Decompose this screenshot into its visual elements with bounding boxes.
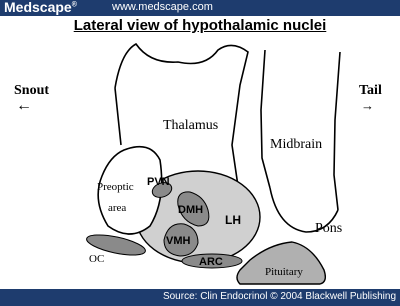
tail-arrow-icon: → bbox=[361, 98, 374, 113]
thalamus-label: Thalamus bbox=[163, 118, 219, 133]
tail-label: Tail bbox=[359, 83, 382, 98]
header-url: www.medscape.com bbox=[112, 1, 213, 13]
snout-arrow-icon: ← bbox=[16, 97, 32, 114]
brain-left-edge bbox=[115, 88, 121, 145]
source-credit: Source: Clin Endocrinol © 2004 Blackwell Publishing bbox=[162, 291, 396, 302]
pons-label: Pons bbox=[315, 221, 343, 236]
vmh-label: VMH bbox=[166, 235, 191, 247]
snout-label: Snout bbox=[14, 83, 50, 98]
pvn-label: PVN bbox=[147, 176, 170, 188]
footer-bar bbox=[0, 289, 400, 306]
dmh-label: DMH bbox=[178, 204, 204, 216]
pituitary-label: Pituitary bbox=[265, 266, 303, 278]
arc-label: ARC bbox=[199, 256, 223, 268]
area-label: area bbox=[108, 202, 127, 214]
midbrain-label: Midbrain bbox=[270, 137, 323, 152]
oc-label: OC bbox=[89, 253, 105, 265]
midbrain-outline bbox=[261, 50, 270, 188]
midbrain-right-edge bbox=[334, 52, 340, 210]
preoptic-label: Preoptic bbox=[97, 181, 134, 193]
lh-label: LH bbox=[225, 213, 241, 227]
diagram-title: Lateral view of hypothalamic nuclei bbox=[73, 17, 327, 34]
medscape-logo: Medscape® bbox=[4, 0, 77, 15]
